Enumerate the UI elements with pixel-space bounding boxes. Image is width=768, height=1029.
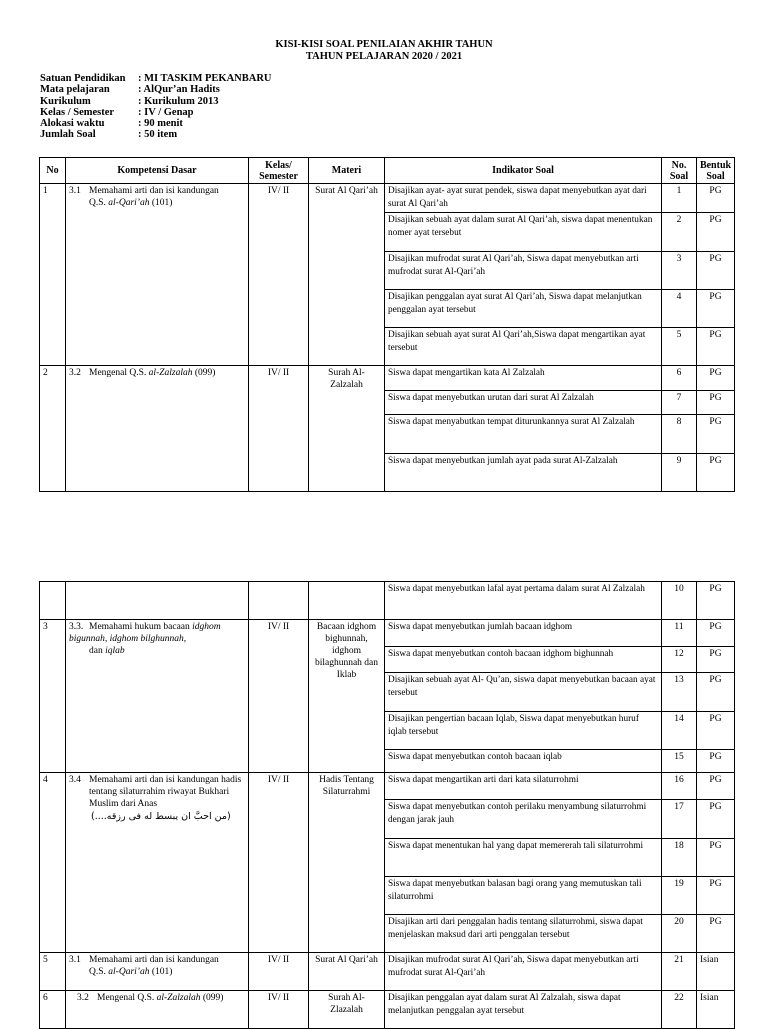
- header-no-soal: No. Soal: [662, 158, 697, 184]
- group-no: 5: [40, 953, 66, 991]
- table-header-row: [40, 158, 735, 184]
- indikator-cell: Siswa dapat menyebutkan contoh perilaku menyambung silaturrohmi dengan jarak jauh: [385, 800, 662, 839]
- table-row: [40, 953, 735, 991]
- kompetensi-dasar-cell: 3.4 Memahami arti dan isi kandungan hadis tentang silaturrahim riwayat Bukhari Muslim dari Anas (من احبَّ ان يبسط له فى رزقه....): [66, 773, 249, 953]
- bentuk-soal-cell: PG: [697, 800, 735, 839]
- indikator-cell: Disajikan mufrodat surat Al Qari’ah, Siswa dapat menyebutkan arti mufrodat surat Al-Qari’ah: [385, 953, 662, 991]
- materi-cell: Surat Al Qari’ah: [309, 953, 385, 991]
- indikator-cell: Siswa dapat menyebutkan balasan bagi orang yang memutuskan tali silaturrohmi: [385, 877, 662, 915]
- info-label: Mata pelajaran: [40, 84, 110, 96]
- document-info: [40, 73, 272, 141]
- indikator-cell: Disajikan sebuah ayat surat Al Qari’ah,Siswa dapat mengartikan ayat tersebut: [385, 328, 662, 366]
- info-row: [40, 129, 272, 140]
- bentuk-soal-cell: PG: [697, 582, 735, 620]
- no-soal-cell: 20: [662, 915, 697, 953]
- header-no: No: [40, 158, 66, 184]
- materi-cell: Surah Al-Zalzalah: [309, 366, 385, 492]
- kompetensi-dasar-cell: 3.3. Memahami hukum bacaan idghom bigunnah, idghom bilghunnah, dan iqlab: [66, 620, 249, 773]
- info-row: [40, 96, 272, 107]
- no-soal-cell: 19: [662, 877, 697, 915]
- no-soal-cell: 6: [662, 366, 697, 391]
- indikator-cell: Disajikan penggalan ayat dalam surat Al Zalzalah, siswa dapat melanjutkan penggalan ayat tersebut: [385, 991, 662, 1029]
- bentuk-soal-cell: PG: [697, 213, 735, 252]
- table-row: [40, 620, 735, 647]
- indikator-cell: Siswa dapat menyebutkan lafal ayat pertama dalam surat Al Zalzalah: [385, 582, 662, 620]
- indikator-cell: Siswa dapat menyebutkan jumlah ayat pada surat Al-Zalzalah: [385, 454, 662, 492]
- kompetensi-dasar-cell: 3.1 Memahami arti dan isi kandungan Q.S. al-Qari’ah (101): [66, 953, 249, 991]
- group-no: 6: [40, 991, 66, 1029]
- kelas-semester-cell: IV/ II: [249, 620, 309, 773]
- no-soal-cell: 9: [662, 454, 697, 492]
- bentuk-soal-cell: PG: [697, 454, 735, 492]
- materi-cell: Hadis Tentang Silaturrahmi: [309, 773, 385, 953]
- kelas-semester-cell: IV/ II: [249, 773, 309, 953]
- no-soal-cell: 22: [662, 991, 697, 1029]
- kelas-semester-cell: IV/ II: [249, 184, 309, 366]
- table-row: [40, 366, 735, 391]
- no-soal-cell: 1: [662, 184, 697, 213]
- no-soal-cell: 10: [662, 582, 697, 620]
- info-value: : IV / Genap: [138, 106, 194, 118]
- bentuk-soal-cell: PG: [697, 839, 735, 877]
- indikator-cell: Disajikan pengertian bacaan Iqlab, Siswa dapat menyebutkan huruf iqlab tersebut: [385, 712, 662, 750]
- no-soal-cell: 15: [662, 750, 697, 773]
- info-value: : Kurikulum 2013: [138, 95, 219, 107]
- table-row: [40, 184, 735, 213]
- materi-cell: [309, 582, 385, 620]
- bentuk-soal-cell: PG: [697, 328, 735, 366]
- header-kompetensi-dasar: Kompetensi Dasar: [66, 158, 249, 184]
- no-soal-cell: 12: [662, 647, 697, 673]
- bentuk-soal-cell: PG: [697, 712, 735, 750]
- bentuk-soal-cell: PG: [697, 915, 735, 953]
- bentuk-soal-cell: PG: [697, 184, 735, 213]
- kompetensi-dasar-cell: [66, 582, 249, 620]
- materi-cell: Surat Al Qari’ah: [309, 184, 385, 366]
- indikator-cell: Siswa dapat menyebutkan contoh bacaan idghom bighunnah: [385, 647, 662, 673]
- kelas-semester-cell: IV/ II: [249, 991, 309, 1029]
- info-value: : 50 item: [138, 129, 178, 141]
- bentuk-soal-cell: PG: [697, 877, 735, 915]
- title-line-2: TAHUN PELAJARAN 2020 / 2021: [305, 51, 463, 62]
- indikator-cell: Siswa dapat menyebutkan urutan dari surat Al Zalzalah: [385, 391, 662, 415]
- hadith-arabic-text: (من احبَّ ان يبسط له فى رزقه....): [91, 811, 231, 822]
- no-soal-cell: 8: [662, 415, 697, 454]
- bentuk-soal-cell: PG: [697, 415, 735, 454]
- info-label: Jumlah Soal: [40, 129, 96, 141]
- indikator-cell: Siswa dapat menentukan hal yang dapat memererah tali silaturrohmi: [385, 839, 662, 877]
- no-soal-cell: 14: [662, 712, 697, 750]
- info-row: [40, 84, 272, 95]
- bentuk-soal-cell: PG: [697, 290, 735, 328]
- no-soal-cell: 5: [662, 328, 697, 366]
- bentuk-soal-cell: PG: [697, 391, 735, 415]
- info-value: : AlQur’an Hadits: [138, 84, 220, 96]
- materi-cell: Bacaan idghom bighunnah, idghom bilaghunnah dan Iklab: [309, 620, 385, 773]
- table-row: [40, 991, 735, 1029]
- info-row: [40, 107, 272, 118]
- kelas-semester-cell: IV/ II: [249, 953, 309, 991]
- bentuk-soal-cell: PG: [697, 252, 735, 290]
- indikator-cell: Disajikan arti dari penggalan hadis tentang silaturrohmi, siswa dapat menjelaskan maksud dari arti penggalan tersebut: [385, 915, 662, 953]
- info-row: [40, 73, 272, 84]
- indikator-cell: Disajikan mufrodat surat Al Qari’ah, Siswa dapat menyebutkan arti mufrodat surat Al-Qari’ah: [385, 252, 662, 290]
- indikator-cell: Siswa dapat mengartikan arti dari kata silaturrohmi: [385, 773, 662, 800]
- group-no: 4: [40, 773, 66, 953]
- header-materi: Materi: [309, 158, 385, 184]
- kelas-semester-cell: [249, 582, 309, 620]
- indikator-cell: Siswa dapat menyabutkan tempat diturunkannya surat Al Zalzalah: [385, 415, 662, 454]
- info-row: [40, 118, 272, 129]
- bentuk-soal-cell: Isian: [697, 953, 735, 991]
- bentuk-soal-cell: Isian: [697, 991, 735, 1029]
- info-label: Alokasi waktu: [40, 118, 105, 130]
- kompetensi-dasar-cell: 3.1 Memahami arti dan isi kandungan Q.S. al-Qari’ah (101): [66, 184, 249, 366]
- header-bentuk-soal: Bentuk Soal: [697, 158, 735, 184]
- kompetensi-dasar-cell: 3.2 Mengenal Q.S. al-Zalzalah (099): [66, 366, 249, 492]
- no-soal-cell: 18: [662, 839, 697, 877]
- indikator-cell: Disajikan sebuah ayat Al- Qu’an, siswa dapat menyebutkan bacaan ayat tersebut: [385, 673, 662, 712]
- indikator-cell: Siswa dapat mengartikan kata Al Zalzalah: [385, 366, 662, 391]
- no-soal-cell: 17: [662, 800, 697, 839]
- no-soal-cell: 16: [662, 773, 697, 800]
- info-value: : MI TASKIM PEKANBARU: [138, 73, 272, 84]
- no-soal-cell: 3: [662, 252, 697, 290]
- header-kelas-semester: Kelas/ Semester: [249, 158, 309, 184]
- table-row: [40, 773, 735, 800]
- bentuk-soal-cell: PG: [697, 750, 735, 773]
- group-no: 1: [40, 184, 66, 366]
- kompetensi-dasar-cell: 3.2 Mengenal Q.S. al-Zalzalah (099): [66, 991, 249, 1029]
- indikator-cell: Siswa dapat menyebutkan jumlah bacaan idghom: [385, 620, 662, 647]
- no-soal-cell: 7: [662, 391, 697, 415]
- document-title: [0, 39, 768, 63]
- no-soal-cell: 4: [662, 290, 697, 328]
- title-line-1: KISI-KISI SOAL PENILAIAN AKHIR TAHUN: [275, 39, 493, 50]
- group-no: 3: [40, 620, 66, 773]
- no-soal-cell: 21: [662, 953, 697, 991]
- info-label: Kelas / Semester: [40, 106, 115, 118]
- kelas-semester-cell: IV/ II: [249, 366, 309, 492]
- materi-cell: Surah Al-Zlazalah: [309, 991, 385, 1029]
- no-soal-cell: 11: [662, 620, 697, 647]
- group-no: 2: [40, 366, 66, 492]
- bentuk-soal-cell: PG: [697, 673, 735, 712]
- info-label: Kurikulum: [40, 95, 91, 107]
- no-soal-cell: 2: [662, 213, 697, 252]
- bentuk-soal-cell: PG: [697, 773, 735, 800]
- info-label: Satuan Pendidikan: [40, 73, 126, 84]
- indikator-cell: Disajikan sebuah ayat dalam surat Al Qari’ah, siswa dapat menentukan nomer ayat tersebut: [385, 213, 662, 252]
- group-no: [40, 582, 66, 620]
- kisi-table-part-2: [39, 581, 735, 1029]
- indikator-cell: Siswa dapat menyebutkan contoh bacaan iqlab: [385, 750, 662, 773]
- header-indikator-soal: Indikator Soal: [385, 158, 662, 184]
- kisi-table-part-1: [39, 157, 735, 492]
- indikator-cell: Disajikan penggalan ayat surat Al Qari’ah, Siswa dapat melanjutkan penggalan ayat tersebut: [385, 290, 662, 328]
- table-row: [40, 582, 735, 620]
- no-soal-cell: 13: [662, 673, 697, 712]
- info-value: : 90 menit: [138, 118, 183, 130]
- bentuk-soal-cell: PG: [697, 620, 735, 647]
- bentuk-soal-cell: PG: [697, 366, 735, 391]
- indikator-cell: Disajikan ayat- ayat surat pendek, siswa dapat menyebutkan ayat dari surat Al Qari’ah: [385, 184, 662, 213]
- bentuk-soal-cell: PG: [697, 647, 735, 673]
